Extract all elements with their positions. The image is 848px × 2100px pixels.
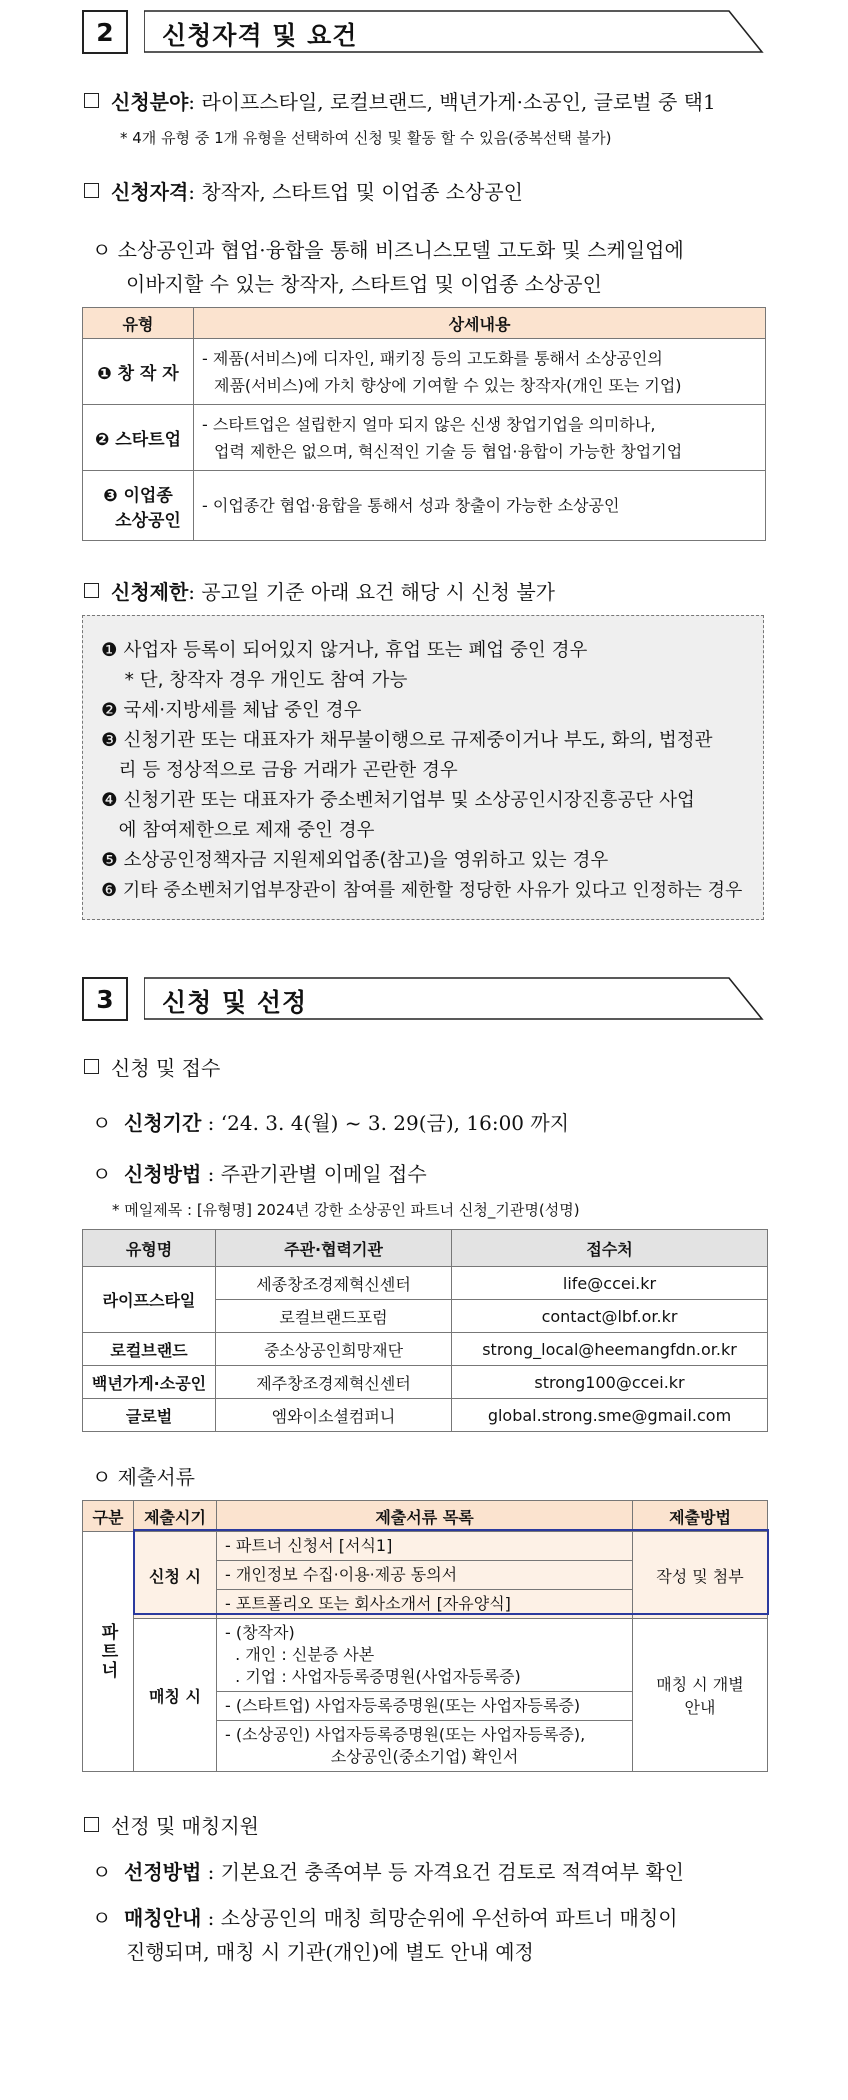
field-text: : 라이프스타일, 로컬브랜드, 백년가게·소공인, 글로벌 중 택1 xyxy=(188,90,716,114)
section-title-box xyxy=(144,10,764,54)
category-cell: 파트너 xyxy=(83,1532,134,1772)
section-3-header xyxy=(82,977,764,1023)
restriction-heading xyxy=(84,576,555,605)
doc-line: - (창작자) xyxy=(225,1623,295,1642)
doc-item xyxy=(217,1721,633,1772)
apply-heading xyxy=(84,1052,220,1081)
apply-label: 신청 및 접수 xyxy=(111,1056,221,1080)
contact-table xyxy=(82,1229,768,1432)
doc-line: - (소상공인) 사업자등록증명원(또는 사업자등록증), xyxy=(225,1725,586,1744)
doc-item: - 포트폴리오 또는 회사소개서 [자유양식] xyxy=(217,1590,633,1619)
circle-bullet-icon: ㅇ xyxy=(92,1860,112,1884)
table-header: 제출시기 xyxy=(134,1501,217,1532)
table-header: 제출서류 목록 xyxy=(217,1501,633,1532)
method-line: 안내 xyxy=(684,1698,716,1717)
restriction-item: * 단, 창작자 경우 개인도 참여 가능 xyxy=(107,670,408,691)
type-cell: 로컬브랜드 xyxy=(83,1333,216,1366)
select-heading xyxy=(84,1810,259,1839)
restriction-item: ❹ 신청기관 또는 대표자가 중소벤처기업부 및 소상공인시장진흥공단 사업 xyxy=(101,790,695,811)
restriction-text: : 공고일 기준 아래 요건 해당 시 신청 불가 xyxy=(188,580,555,604)
documents-heading: ㅇ 제출서류 xyxy=(92,1465,195,1489)
method-line: 매칭 시 개별 xyxy=(656,1675,744,1694)
table-header: 상세내용 xyxy=(194,308,766,339)
detail-line: - 이업종간 협업·융합을 통해서 성과 창출이 가능한 소상공인 xyxy=(202,496,620,515)
table-header: 유형명 xyxy=(83,1230,216,1267)
restriction-box xyxy=(82,615,764,920)
field-note: * 4개 유형 중 1개 유형을 선택하여 신청 및 활동 할 수 있음(중복선택 불가) xyxy=(120,129,612,147)
qualification-heading xyxy=(84,176,523,205)
qualification-desc-line2: 이바지할 수 있는 창작자, 스타트업 및 이업종 소상공인 xyxy=(126,272,602,296)
section-title: 신청 및 선정 xyxy=(162,988,308,1017)
apply-tag-cell: 신청 시 xyxy=(134,1532,217,1619)
type-line: 소상공인 xyxy=(115,510,181,531)
qualification-table xyxy=(82,307,766,541)
type-line: ❸ 이업종 xyxy=(103,485,173,506)
doc-item: - 개인정보 수집·이용·제공 동의서 xyxy=(217,1561,633,1590)
org-cell: 엠와이소셜컴퍼니 xyxy=(216,1399,452,1432)
section-number: 2 xyxy=(82,10,128,54)
field-heading xyxy=(84,86,716,115)
square-bullet-icon xyxy=(84,583,99,598)
doc-item: - 파트너 신청서 [서식1] xyxy=(217,1532,633,1561)
detail-line: - 제품(서비스)에 디자인, 패키징 등의 고도화를 통해서 소상공인의 xyxy=(202,348,663,368)
restriction-item: ❻ 기타 중소벤처기업부장관이 참여를 제한할 정당한 사유가 있다고 인정하는 경우 xyxy=(101,880,743,901)
qualification-label: 신청자격 xyxy=(111,180,189,204)
email-cell[interactable]: contact@lbf.or.kr xyxy=(452,1300,768,1333)
section-title-box xyxy=(144,977,764,1021)
qualification-desc-line1: ㅇ 소상공인과 협업·융합을 통해 비즈니스모델 고도화 및 스케일업에 xyxy=(92,238,684,262)
restriction-item: ❶ 사업자 등록이 되어있지 않거나, 휴업 또는 폐업 중인 경우 xyxy=(101,640,588,661)
restriction-item: ❺ 소상공인정책자금 지원제외업종(참고)을 영위하고 있는 경우 xyxy=(101,850,609,871)
select-method-line xyxy=(92,1856,684,1885)
detail-line: 제품(서비스)에 가치 향상에 기여할 수 있는 창작자(개인 또는 기업) xyxy=(214,375,682,395)
doc-line: 소상공인(중소기업) 확인서 xyxy=(330,1747,519,1766)
method-line xyxy=(92,1158,427,1187)
detail-line: - 스타트업은 설립한지 얼마 되지 않은 신생 창업기업을 의미하나, xyxy=(202,414,656,434)
detail-line: 업력 제한은 없으며, 혁신적인 기술 등 협업·융합이 가능한 창업기업 xyxy=(214,441,683,461)
restriction-item: 리 등 정상적으로 금융 거래가 곤란한 경우 xyxy=(101,760,458,781)
method-label: 신청방법 xyxy=(124,1162,202,1186)
org-cell: 제주창조경제혁신센터 xyxy=(216,1366,452,1399)
match-method-cell xyxy=(633,1619,768,1772)
type-cell: ❷ 스타트업 xyxy=(83,405,194,471)
restriction-item: 에 참여제한으로 제재 중인 경우 xyxy=(101,820,375,841)
method-text: : 주관기관별 이메일 접수 xyxy=(201,1162,427,1186)
restriction-item: ❷ 국세·지방세를 체납 중인 경우 xyxy=(101,700,362,721)
apply-method-cell: 작성 및 첨부 xyxy=(633,1532,768,1619)
period-text: : ‘24. 3. 4(월) ~ 3. 29(금), 16:00 까지 xyxy=(201,1111,570,1135)
restriction-item: ❸ 신청기관 또는 대표자가 채무불이행으로 규제중이거나 부도, 화의, 법정관 xyxy=(101,730,713,751)
period-label: 신청기간 xyxy=(124,1111,202,1135)
type-cell: 백년가게·소공인 xyxy=(83,1366,216,1399)
table-header: 구분 xyxy=(83,1501,134,1532)
select-method-label: 선정방법 xyxy=(124,1860,202,1884)
match-guide-text: : 소상공인의 매칭 희망순위에 우선하여 파트너 매칭이 xyxy=(201,1906,678,1930)
match-guide-line2: 진행되며, 매칭 시 기관(개인)에 별도 안내 예정 xyxy=(126,1940,534,1964)
circle-bullet-icon: ㅇ xyxy=(92,1906,112,1930)
circle-bullet-icon: ㅇ xyxy=(92,1111,112,1135)
section-title: 신청자격 및 요건 xyxy=(162,21,358,50)
period-line xyxy=(92,1107,569,1136)
section-2-header xyxy=(82,10,764,56)
detail-cell xyxy=(194,339,766,405)
section-number: 3 xyxy=(82,977,128,1021)
org-cell: 세종창조경제혁신센터 xyxy=(216,1267,452,1300)
match-guide-line xyxy=(92,1902,678,1931)
doc-line: . 개인 : 신분증 사본 xyxy=(225,1645,375,1664)
detail-cell xyxy=(194,405,766,471)
square-bullet-icon xyxy=(84,93,99,108)
table-header: 제출방법 xyxy=(633,1501,768,1532)
doc-item: - (스타트업) 사업자등록증명원(또는 사업자등록증) xyxy=(217,1692,633,1721)
square-bullet-icon xyxy=(84,1059,99,1074)
type-cell xyxy=(83,471,194,541)
email-cell[interactable]: global.strong.sme@gmail.com xyxy=(452,1399,768,1432)
mail-subject-note: * 메일제목 : [유형명] 2024년 강한 소상공인 파트너 신청_기관명(성명) xyxy=(112,1201,580,1219)
doc-item xyxy=(217,1619,633,1692)
type-cell: 글로벌 xyxy=(83,1399,216,1432)
email-cell[interactable]: strong100@ccei.kr xyxy=(452,1366,768,1399)
doc-line: . 기업 : 사업자등록증명원(사업자등록증) xyxy=(225,1667,521,1686)
field-label: 신청분야 xyxy=(111,90,189,114)
detail-cell xyxy=(194,471,766,541)
type-cell: 라이프스타일 xyxy=(83,1267,216,1333)
match-tag-cell: 매칭 시 xyxy=(134,1619,217,1772)
org-cell: 로컬브랜드포럼 xyxy=(216,1300,452,1333)
select-method-text: : 기본요건 충족여부 등 자격요건 검토로 적격여부 확인 xyxy=(201,1860,684,1884)
select-label: 선정 및 매칭지원 xyxy=(111,1814,259,1838)
email-cell[interactable]: strong_local@heemangfdn.or.kr xyxy=(452,1333,768,1366)
type-cell: ❶ 창 작 자 xyxy=(83,339,194,405)
table-header: 주관·협력기관 xyxy=(216,1230,452,1267)
match-guide-label: 매칭안내 xyxy=(124,1906,202,1930)
square-bullet-icon xyxy=(84,1817,99,1832)
qualification-text: : 창작자, 스타트업 및 이업종 소상공인 xyxy=(188,180,523,204)
table-header: 접수처 xyxy=(452,1230,768,1267)
table-header: 유형 xyxy=(83,308,194,339)
email-cell[interactable]: life@ccei.kr xyxy=(452,1267,768,1300)
documents-table xyxy=(82,1500,768,1772)
restriction-label: 신청제한 xyxy=(111,580,189,604)
org-cell: 중소상공인희망재단 xyxy=(216,1333,452,1366)
square-bullet-icon xyxy=(84,183,99,198)
circle-bullet-icon: ㅇ xyxy=(92,1162,112,1186)
